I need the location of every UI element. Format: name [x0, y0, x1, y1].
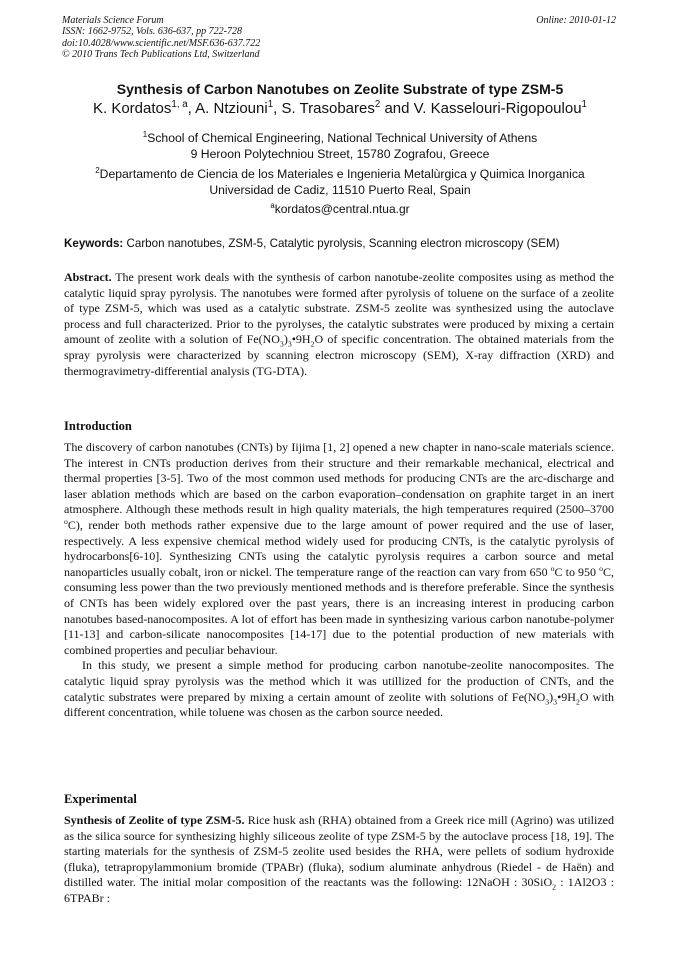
text-run: Rice husk ash (RHA) obtained from a Greek rice mill (Agrino) was utilized as the silica source for synthesizing highly siliceous zeolite of type ZSM-5 by the autoclave process [18, 19]. The starting materials for the synthesis of ZSM-5 zeolite used besides the RHA, were pellets of sodium hydroxide (fluka), tetrapropylammonium bromide (TPABr) (fluka), sodium aluminate anhydrous (Riedel - de Haën) and distilled water. The initial molar composition of the reactants was the following: 12NaOH : 30SiO [64, 813, 614, 890]
author-superscript: 1 [267, 99, 274, 110]
text-run: The present work deals with the synthesis of carbon nanotube-zeolite composites using as method the catalytic liquid spray pyrolysis. The nanotubes were formed after pyrolysis of toluene on the surface of a zeolite of type ZSM-5, which was used as a catalytic substrate. ZSM-5 zeolite was synthesized using the autoclave process and full characterized. Prior to the pyrolyses, the catalytic substrates were produced by mixing a certain amount of zeolite with a solution of Fe(NO [64, 270, 614, 347]
copyright-line: © 2010 Trans Tech Publications Ltd, Switzerland [62, 48, 260, 60]
text-run: The discovery of carbon nanotubes (CNTs) by Iijima [1, 2] opened a new chapter in nano-scale materials science. The interest in CNTs production derives from their structure and their remarkable mechanical, electrical and thermal properties [3-5]. Two of the most common used methods for producing CNTs are the arc-discharge and laser ablation methods which are based on the carbon evaporation–condensation on graphite target in an inert atmosphere. Although these methods result in high quality materials, the high temperatures required (2500–3700 [64, 440, 614, 517]
affiliation-superscript: 1 [142, 129, 148, 139]
text-run: : 1Al2O3 : 6TPABr : [64, 875, 614, 905]
journal-name: Materials Science Forum [62, 15, 164, 26]
author-name: and V. Kasselouri-Rigopoulou [380, 100, 582, 117]
author-name: , S. Trasobares [273, 100, 375, 117]
subscript: 3 [287, 339, 292, 349]
paper-title: Synthesis of Carbon Nanotubes on Zeolite Substrate of type ZSM-5 [116, 81, 564, 97]
affiliation-superscript: 2 [95, 165, 100, 175]
subscript: 3 [553, 696, 558, 706]
email-superscript: a [270, 201, 275, 210]
degree-superscript: o [550, 563, 555, 573]
section-heading-experimental: Experimental [64, 792, 137, 806]
experimental-body [64, 813, 614, 907]
affiliation-2 [40, 166, 640, 198]
abstract-label: Abstract. [64, 270, 112, 284]
paragraph [64, 658, 614, 720]
subscript: 3 [545, 696, 550, 706]
text-run: •9H [291, 332, 311, 347]
keywords-text: Carbon nanotubes, ZSM-5, Catalytic pyrolysis, Scanning electron microscopy (SEM) [123, 237, 560, 250]
paragraph [64, 440, 614, 658]
paragraph [64, 813, 614, 907]
text-run: ) [549, 689, 554, 704]
affiliation-1 [40, 130, 640, 162]
text-run: C), render both methods rather expensive due to the large amount of power required and the use of laser, respectively. A less expensive chemical method widely used for producing CNTs, is the catalytic pyrolysis of hydrocarbons[6-10]. Synthesizing CNTs using the catalytic pyrolysis requires a carbon source and metal nanoparticles usually cobalt, iron or nickel. The temperature range of the reaction can vary from 650 [64, 517, 614, 579]
affiliation-text: School of Chemical Engineering, National Technical University of Athens [147, 131, 538, 145]
degree-superscript: o [599, 563, 603, 573]
author-superscript: 1 [581, 99, 587, 110]
affiliation-line [40, 166, 640, 182]
affiliation-line: Universidad de Cadiz, 11510 Puerto Real, Spain [209, 183, 471, 197]
abstract-paragraph [64, 270, 614, 379]
text-run: •9H [557, 689, 576, 704]
doi-line[interactable]: doi:10.4028/www.scientific.net/MSF.636-637.722 [62, 37, 261, 49]
journal-header [62, 15, 616, 60]
text-run: In this study, we present a simple method for producing carbon nanotube-zeolite nanocomposites. The catalytic liquid spray pyrolysis was the method which it was utillized for the production of CNTs, and the catalytic substrates were prepared by mixing a certain amount of zeolite with solutions of Fe(NO [64, 658, 614, 704]
degree-superscript: o [64, 516, 68, 526]
subscript: 2 [552, 882, 557, 892]
affiliation-text: Departamento de Ciencia de los Materiales e Ingenieria Metalùrgica y Quimica Inorganica [99, 167, 585, 181]
keywords [64, 237, 620, 250]
subscript: 3 [279, 339, 284, 349]
email-link[interactable]: kordatos@central.ntua.gr [274, 202, 410, 216]
issn-line: ISSN: 1662-9752, Vols. 636-637, pp 722-728 [62, 26, 242, 38]
subscript: 2 [310, 339, 315, 349]
abstract [64, 270, 614, 379]
author-superscript: 1, a [171, 99, 188, 110]
text-run: C, consuming less power than the two previously mentioned methods and is therefore preferable. Since the synthesis of CNTs has been widely explored over the past years, there is an increasing interest in producing carbon nanotubes based-nanocomposites. A lot of effort has been made in synthesizing various carbon nanotube-polymer [11-13] and carbon-silicate nanocomposites [14-17] due to the potential production of new materials with combined properties and peculiar behaviour. [64, 564, 615, 657]
keywords-label: Keywords: [64, 237, 124, 250]
affiliation-line [40, 130, 640, 146]
introduction-body [64, 440, 614, 721]
subsection-label: Synthesis of Zeolite of type ZSM-5. [64, 813, 245, 827]
subscript: 2 [575, 696, 580, 706]
online-date: Online: 2010-01-12 [536, 15, 616, 26]
affiliation-line: 9 Heroon Polytechniou Street, 15780 Zografou, Greece [190, 147, 490, 161]
author-name: K. Kordatos [93, 100, 172, 117]
text-run: O of specific concentration. The obtained materials from the spray pyrolysis were characterized by scanning electron microscopy (SEM), X-ray diffraction (XRD) and thermogravimetry-differential analysis (TG-DTA). [64, 332, 614, 378]
text-run: ) [283, 332, 288, 347]
section-heading-introduction: Introduction [64, 419, 132, 433]
text-run: C to 950 [554, 564, 600, 579]
text-run: O with different concentration, while toluene was chosen as the carbon source needed. [64, 689, 614, 720]
author-list [20, 100, 660, 117]
author-name: , A. Ntziouni [187, 100, 268, 117]
author-superscript: 2 [374, 99, 381, 110]
corresponding-email [40, 202, 640, 216]
